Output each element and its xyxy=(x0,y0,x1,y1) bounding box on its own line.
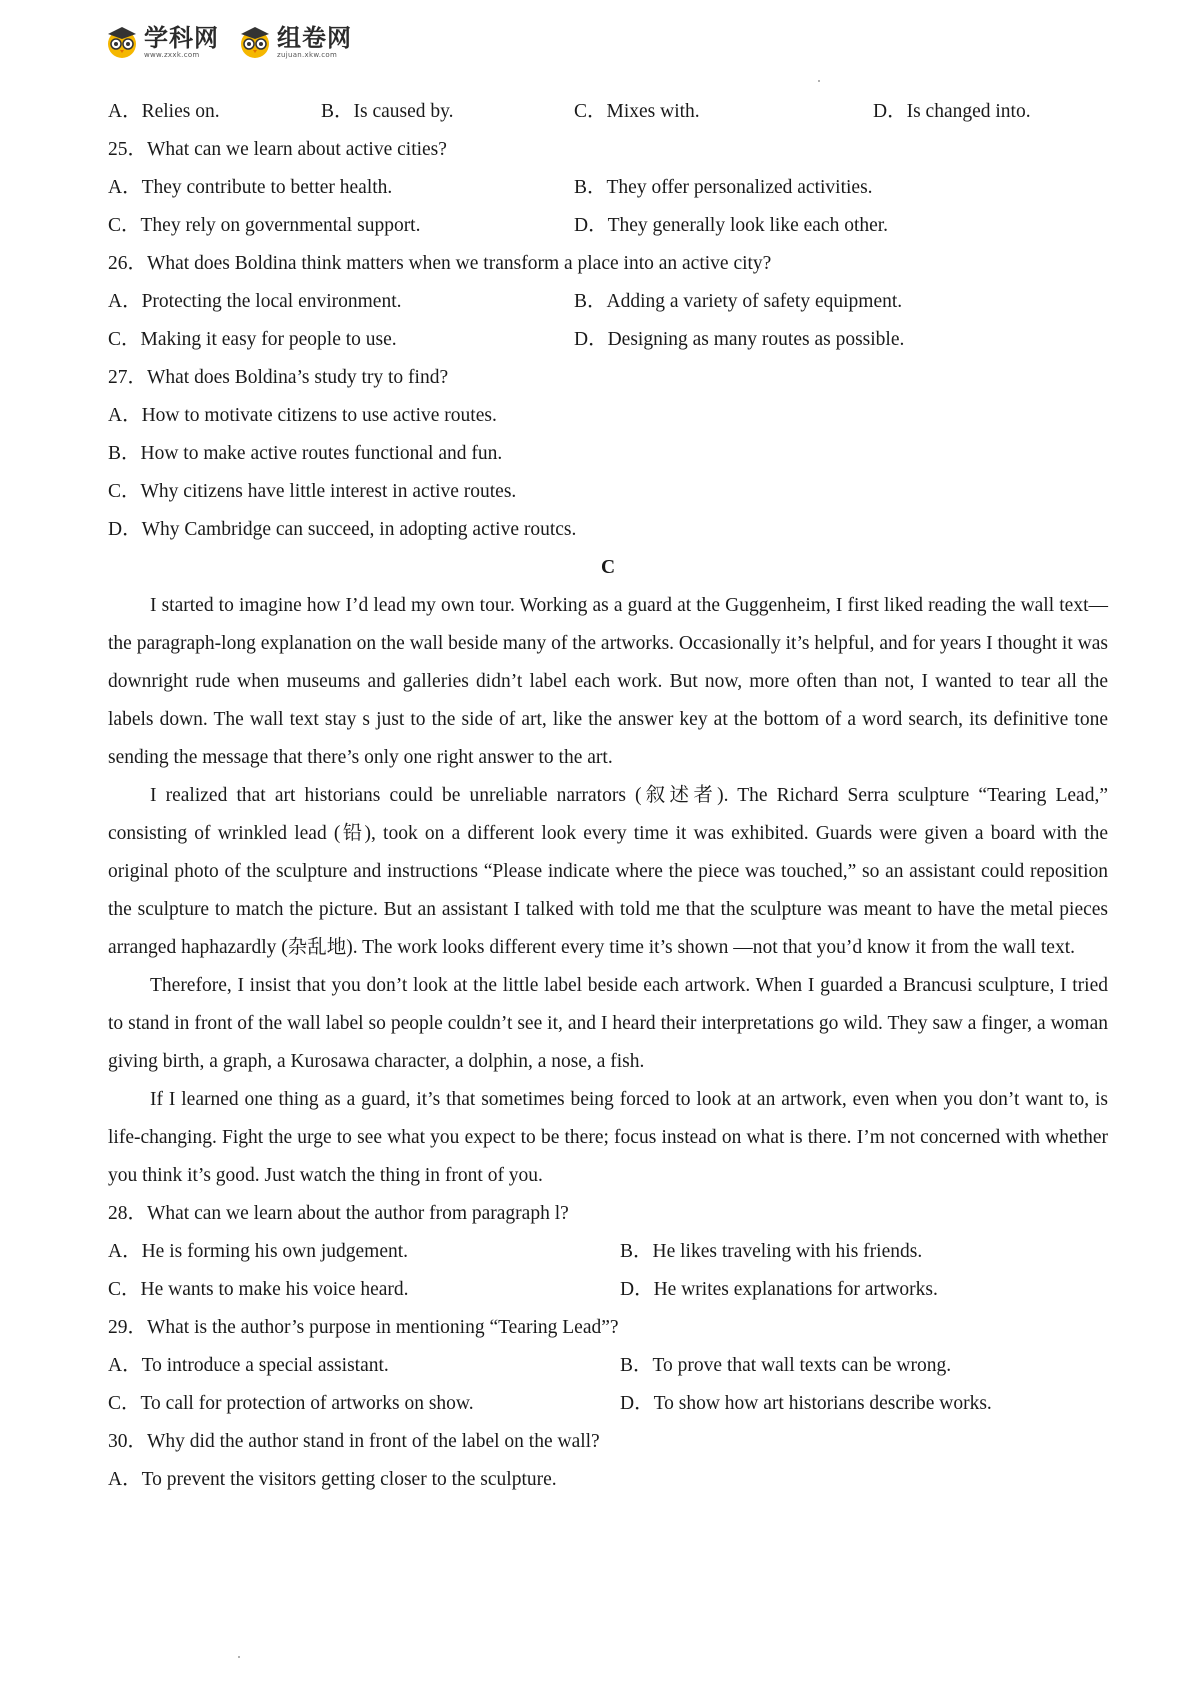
q29-options-row1 xyxy=(108,1347,1108,1385)
scan-dot xyxy=(238,1656,240,1658)
passage-paragraph-2: I realized that art historians could be unreliable narrators (叙述者). The Richard Serra sculpture “Tearing Lead,” consisting of wrinkled lead (铅), took on a different look every time it was exhibited. Guards were given a board with the original photo of the sculpture and instructions “Please indicate where the piece was touched,” so an assistant could reposition the sculpture to match the picture. But an assistant I talked with told me that the sculpture was meant to have the metal pieces arranged haphazardly (杂乱地). The work looks different every time it’s shown —not that you’d know it from the wall text. xyxy=(108,785,1108,958)
passage-paragraph-3: Therefore, I insist that you don’t look at the little label beside each artwork. When I guarded a Brancusi sculpture, I tried to stand in front of the wall label so people couldn’t see it, and I heard their interpretations go wild. They saw a finger, a woman giving birth, a graph, a Kurosawa character, a dolphin, a nose, a fish. xyxy=(108,975,1108,1072)
q27-option-b: B．How to make active routes functional and fun. xyxy=(108,443,503,464)
logo-url: www.zxxk.com xyxy=(144,50,200,59)
q24-option-b: B．Is caused by. xyxy=(321,101,454,122)
q29-stem: 29．What is the author’s purpose in mentioning “Tearing Lead”? xyxy=(108,1317,619,1338)
q28-option-b: B．He likes traveling with his friends. xyxy=(620,1241,923,1262)
q28-option-c: C．He wants to make his voice heard. xyxy=(108,1279,409,1300)
exam-content xyxy=(108,93,1108,1499)
scan-dot xyxy=(818,80,820,82)
q25-option-c: C．They rely on governmental support. xyxy=(108,215,421,236)
q27-option-d: D．Why Cambridge can succeed, in adopting active routcs. xyxy=(108,519,577,540)
q29-option-a: A．To introduce a special assistant. xyxy=(108,1355,389,1376)
q26-option-b: B．Adding a variety of safety equipment. xyxy=(574,291,903,312)
q26-option-a: A．Protecting the local environment. xyxy=(108,291,402,312)
zujuan-logo xyxy=(237,24,352,60)
passage-paragraph-4: If I learned one thing as a guard, it’s that sometimes being forced to look at an artwork, even when you don’t want to, is life-changing. Fight the urge to see what you expect to be there; focus instead on what is there. I’m not concerned with whether you think it’s good. Just watch the thing in front of you. xyxy=(108,1089,1108,1186)
q24-option-c: C．Mixes with. xyxy=(574,101,700,122)
q25-stem: 25．What can we learn about active cities? xyxy=(108,139,447,160)
q25-option-b: B．They offer personalized activities. xyxy=(574,177,873,198)
q26-option-d: D．Designing as many routes as possible. xyxy=(574,329,905,350)
q26-options-row1 xyxy=(108,283,1108,321)
q25-option-d: D．They generally look like each other. xyxy=(574,215,889,236)
q27-option-a: A．How to motivate citizens to use active routes. xyxy=(108,405,497,426)
q24-option-a: A．Relies on. xyxy=(108,101,220,122)
q26-option-c: C．Making it easy for people to use. xyxy=(108,329,397,350)
q26-stem: 26．What does Boldina think matters when we transform a place into an active city? xyxy=(108,253,772,274)
q28-options-row1 xyxy=(108,1233,1108,1271)
owl-mascot-icon xyxy=(104,24,140,60)
q29-option-b: B．To prove that wall texts can be wrong. xyxy=(620,1355,952,1376)
q28-options-row2 xyxy=(108,1271,1108,1309)
zxxk-logo xyxy=(104,24,219,60)
q27-option-c: C．Why citizens have little interest in active routes. xyxy=(108,481,517,502)
q27-stem: 27．What does Boldina’s study try to find? xyxy=(108,367,449,388)
q28-option-d: D．He writes explanations for artworks. xyxy=(620,1279,938,1300)
q24-options xyxy=(108,93,1108,131)
q25-option-a: A．They contribute to better health. xyxy=(108,177,393,198)
q29-option-c: C．To call for protection of artworks on show. xyxy=(108,1393,474,1414)
q24-option-d: D．Is changed into. xyxy=(873,101,1031,122)
q25-options-row2 xyxy=(108,207,1108,245)
logo-title: 组卷网 xyxy=(277,23,352,52)
logo-url: zujuan.xkw.com xyxy=(277,50,338,59)
q25-options-row1 xyxy=(108,169,1108,207)
owl-mascot-icon xyxy=(237,24,273,60)
q30-stem: 30．Why did the author stand in front of the label on the wall? xyxy=(108,1431,600,1452)
q28-option-a: A．He is forming his own judgement. xyxy=(108,1241,409,1262)
q30-option-a: A．To prevent the visitors getting closer to the sculpture. xyxy=(108,1469,557,1490)
passage-paragraph-1: I started to imagine how I’d lead my own tour. Working as a guard at the Guggenheim, I first liked reading the wall text—the paragraph-long explanation on the wall beside many of the artworks. Occasionally it’s helpful, and for years I thought it was downright rude when museums and galleries didn’t label each work. But now, more often than not, I wanted to tear all the labels down. The wall text stay s just to the side of art, like the answer key at the bottom of a word search, its definitive tone sending the message that there’s only one right answer to the art. xyxy=(108,595,1108,768)
section-title: C xyxy=(600,557,616,578)
logo-title: 学科网 xyxy=(144,23,219,52)
q29-option-d: D．To show how art historians describe works. xyxy=(620,1393,992,1414)
q28-stem: 28．What can we learn about the author from paragraph l? xyxy=(108,1203,569,1224)
header-logos xyxy=(104,20,352,64)
q29-options-row2 xyxy=(108,1385,1108,1423)
q26-options-row2 xyxy=(108,321,1108,359)
